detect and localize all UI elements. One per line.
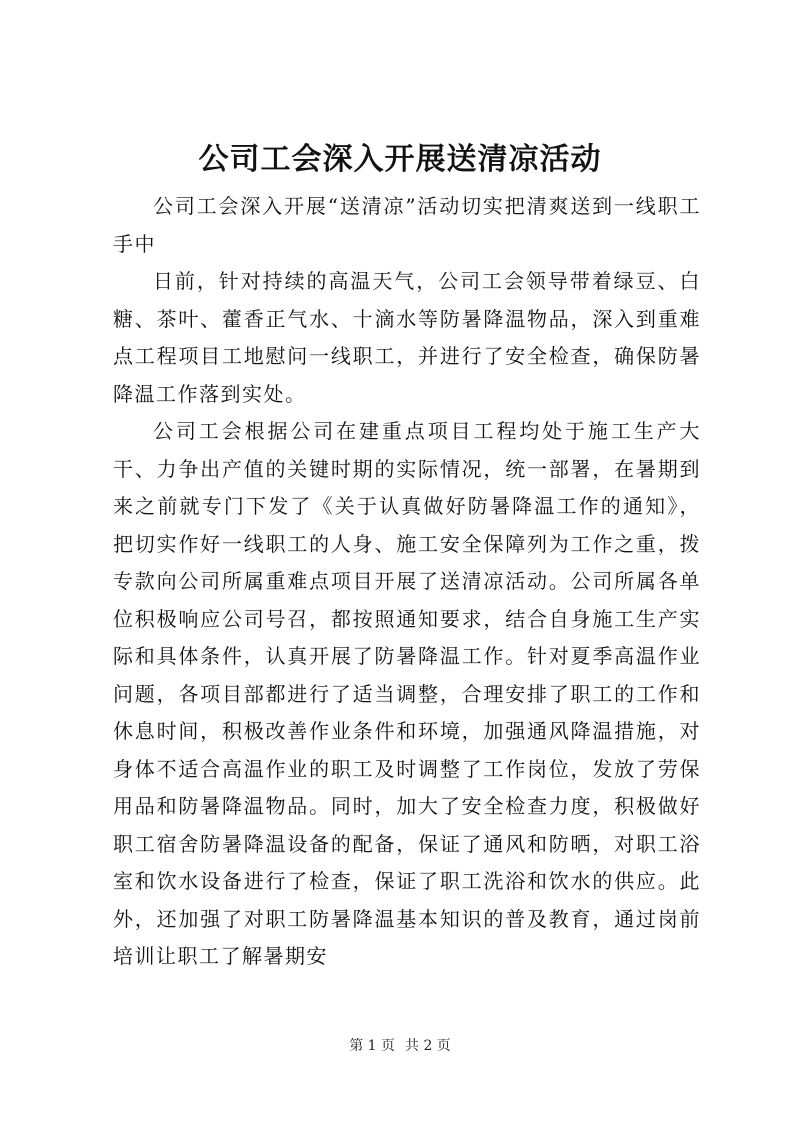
page-total: 共 2 页 <box>405 1038 451 1054</box>
paragraph-subtitle: 公司工会深入开展“送清凉”活动切实把清爽送到一线职工手中 <box>113 194 701 256</box>
page-footer <box>0 1036 800 1056</box>
document-title: 公司工会深入开展送清凉活动 <box>198 142 602 177</box>
paragraph-main: 公司工会根据公司在建重点项目工程均处于施工生产大干、力争出产值的关键时期的实际情况，统一部署，在暑期到来之前就专门下发了《关于认真做好防暑降温工作的通知》，把切实作好一线职工的人身、施工安全保障列为工作之重，拨专款向公司所属重难点项目开展了送清凉活动。公司所属各单位积极响应公司号召，都按照通知要求，结合自身施工生产实际和具体条件，认真开展了防暑降温工作。针对夏季高温作业问题，各项目部都进行了适当调整，合理安排了职工的工作和休息时间，积极改善作业条件和环境，加强通风降温措施，对身体不适合高温作业的职工及时调整了工作岗位，发放了劳保用品和防暑降温物品。同时，加大了安全检查力度，积极做好职工宿舍防暑降温设备的配备，保证了通风和防晒，对职工浴室和饮水设备进行了检查，保证了职工洗浴和饮水的供应。此外，还加强了对职工防暑降温基本知识的普及教育，通过岗前培训让职工了解暑期安 <box>113 419 701 968</box>
paragraph-intro: 日前，针对持续的高温天气，公司工会领导带着绿豆、白糖、茶叶、藿香正气水、十滴水等防暑降温物品，深入到重难点工程项目工地慰问一线职工，并进行了安全检查，确保防暑降温工作落到实处。 <box>113 269 701 406</box>
document-body <box>113 188 701 976</box>
page-number: 第 1 页 <box>349 1038 395 1054</box>
